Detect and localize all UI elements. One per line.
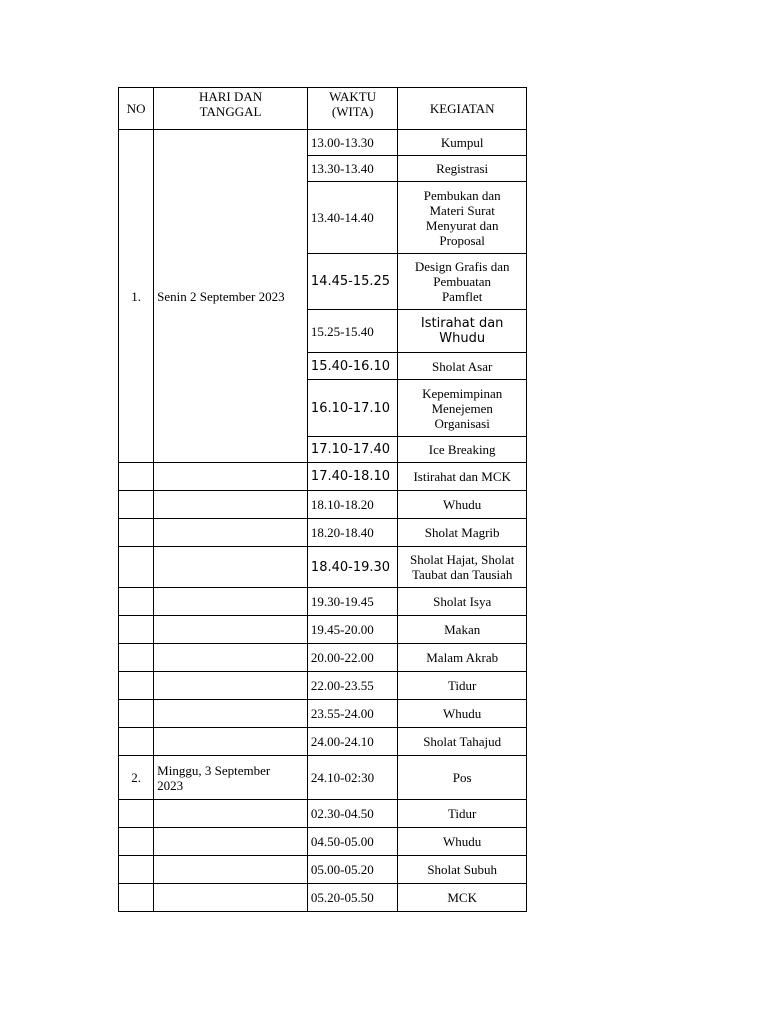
time-cell: 19.30-19.45 [307, 588, 397, 616]
table-row [119, 828, 527, 856]
activity-cell: Whudu [398, 700, 527, 728]
time-cell: 18.40-19.30 [307, 547, 397, 588]
table-row [119, 800, 527, 828]
table-row [119, 728, 527, 756]
table-row [119, 616, 527, 644]
activity-cell: Pembukan dan Materi Surat Menyurat dan Proposal [398, 182, 527, 254]
time-cell: 17.40-18.10 [307, 463, 397, 491]
time-cell: 05.00-05.20 [307, 856, 397, 884]
activity-cell: Tidur [398, 800, 527, 828]
activity-cell: MCK [398, 884, 527, 912]
activity-cell: Sholat Isya [398, 588, 527, 616]
table-row [119, 547, 527, 588]
time-cell: 15.25-15.40 [307, 310, 397, 353]
table-header-row [119, 88, 527, 130]
activity-cell: Malam Akrab [398, 644, 527, 672]
activity-cell: Sholat Subuh [398, 856, 527, 884]
activity-cell: Sholat Hajat, Sholat Taubat dan Tausiah [398, 547, 527, 588]
table-row [119, 491, 527, 519]
activity-cell: Sholat Magrib [398, 519, 527, 547]
table-row [119, 756, 527, 800]
activity-cell: Tidur [398, 672, 527, 700]
time-cell: 23.55-24.00 [307, 700, 397, 728]
table-row [119, 588, 527, 616]
time-cell: 20.00-22.00 [307, 644, 397, 672]
activity-cell: Registrasi [398, 156, 527, 182]
table-row [119, 519, 527, 547]
day-number: 1. [119, 130, 154, 463]
time-cell: 14.45-15.25 [307, 254, 397, 310]
activity-cell: Makan [398, 616, 527, 644]
time-cell: 16.10-17.10 [307, 380, 397, 437]
day-number: 2. [119, 756, 154, 800]
activity-cell: Pos [398, 756, 527, 800]
time-cell: 13.40-14.40 [307, 182, 397, 254]
activity-cell: Istirahat dan Whudu [398, 310, 527, 353]
time-cell: 18.20-18.40 [307, 519, 397, 547]
activity-cell: Sholat Tahajud [398, 728, 527, 756]
header-activity: KEGIATAN [398, 88, 527, 130]
day-date: Senin 2 September 2023 [154, 130, 308, 463]
time-cell: 15.40-16.10 [307, 353, 397, 380]
header-no: NO [119, 88, 154, 130]
time-cell: 13.00-13.30 [307, 130, 397, 156]
day-date: Minggu, 3 September 2023 [154, 756, 308, 800]
header-day: HARI DAN TANGGAL [154, 88, 308, 130]
activity-cell: Whudu [398, 491, 527, 519]
table-row [119, 130, 527, 156]
time-cell: 02.30-04.50 [307, 800, 397, 828]
time-cell: 22.00-23.55 [307, 672, 397, 700]
schedule-table [118, 87, 527, 912]
table-row [119, 672, 527, 700]
header-time: WAKTU (WITA) [307, 88, 397, 130]
activity-cell: Sholat Asar [398, 353, 527, 380]
time-cell: 24.10-02:30 [307, 756, 397, 800]
table-row [119, 463, 527, 491]
table-row [119, 884, 527, 912]
activity-cell: Design Grafis dan Pembuatan Pamflet [398, 254, 527, 310]
time-cell: 18.10-18.20 [307, 491, 397, 519]
time-cell: 05.20-05.50 [307, 884, 397, 912]
time-cell: 19.45-20.00 [307, 616, 397, 644]
table-row [119, 700, 527, 728]
time-cell: 04.50-05.00 [307, 828, 397, 856]
activity-cell: Kumpul [398, 130, 527, 156]
table-row [119, 856, 527, 884]
time-cell: 13.30-13.40 [307, 156, 397, 182]
activity-cell: Whudu [398, 828, 527, 856]
activity-cell: Istirahat dan MCK [398, 463, 527, 491]
table-row [119, 644, 527, 672]
time-cell: 24.00-24.10 [307, 728, 397, 756]
time-cell: 17.10-17.40 [307, 437, 397, 463]
activity-cell: Ice Breaking [398, 437, 527, 463]
activity-cell: Kepemimpinan Menejemen Organisasi [398, 380, 527, 437]
